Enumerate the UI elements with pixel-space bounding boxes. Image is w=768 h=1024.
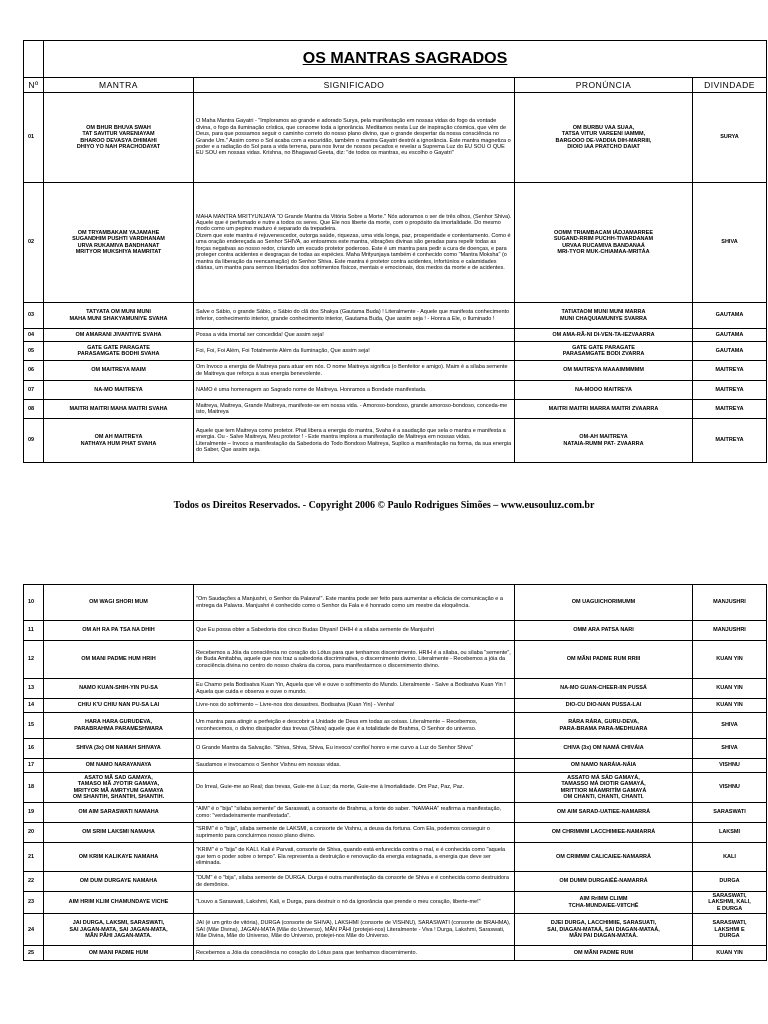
row-number: 22 (24, 872, 44, 892)
table-row (24, 759, 767, 773)
divindade-cell: LAKSMI (693, 823, 767, 843)
mantra-cell: NAMO KUAN-SHIH-YIN PU-SA (44, 679, 194, 699)
mantra-cell: OM AIM SARASWATI NAMAHA (44, 803, 194, 823)
table-row (24, 773, 767, 803)
significado-cell: "AIM" é o "bija" "sílaba semente" de Saraswati, a consorte de Brahma, a fonte do saber. "NAMAHA" reafirma a manifestação, como: "verdadeiramente manifestada". (194, 803, 515, 823)
significado-cell: Um mantra para atingir a perfeição e descobrir a Unidade de Deus em todas as coisas. Literalmente – Recebemos, reconhecemos, o divino dissipador das trevas (Shiva) aquele que é a totalidade de Brahma, O Senhor do universo. (194, 713, 515, 739)
significado-cell: "Om Saudações a Manjushri, o Senhor da Palavra!". Este mantra pode ser feito para aumentar a eficácia de comunicação e a entrega da Palavra. Manjushri é conhecido como o Senhor da Fala e é honrado como um mestre da eloquência. (194, 585, 515, 621)
row-number: 01 (24, 93, 44, 183)
table-row (24, 713, 767, 739)
row-number: 18 (24, 773, 44, 803)
header-num: Nº (24, 78, 44, 93)
significado-cell: Que Eu possa obter a Sabedoria dos cinco Budas Dhyani! DHIH é a sílaba semente de Manjushri (194, 621, 515, 641)
mantra-cell: HARA HARA GURUDEVA, PARABRAHMA PARAMESHWARA (44, 713, 194, 739)
pronuncia-cell: OM DUMM DURGAIÉÉ-NAMARRÁ (515, 872, 693, 892)
pronuncia-cell: TATIATAOM MUNI MUNI MARRA MUNI CHAQUIAMUNIYE SVARRA (515, 303, 693, 329)
mantra-cell: AIM HRIM KLIM CHAMUNDAYE VICHE (44, 892, 194, 914)
significado-cell: "KRIM" é o "bija" de KALI. Kali é Parvati, consorte de Shiva, quando está enfurecida contra o mal, e é conhecida como "aquela que tem o poder sobre o tempo". Ela representa a destruição e renovação da energia estagnada, a energia que deve ser eliminada. (194, 843, 515, 872)
row-number: 07 (24, 381, 44, 400)
pronuncia-cell: OM MÃNI PADME RUM RRIII (515, 641, 693, 679)
pronuncia-cell: OM MAITREYA MAAAIMMMMM (515, 361, 693, 381)
pronuncia-cell: RÁRA RÁRA, GURU-DEVA, PARA-BRAMA PARA-MEDHUARA (515, 713, 693, 739)
table-row (24, 400, 767, 419)
row-number: 23 (24, 892, 44, 914)
divindade-cell: VISHNU (693, 759, 767, 773)
pronuncia-cell: DIO-CU DIO-NAN PUSSA-LAI (515, 699, 693, 713)
mantras-table-page-2 (23, 584, 767, 961)
divindade-cell: SARASWATI, LAKSHMI, KALI, E DURGA (693, 892, 767, 914)
significado-cell: Salve o Sábio, o grande Sábio, o Sábio do clã dos Shakya (Gautama Buda) ! Literalmente - Aquele que manifesta conhecimento inferior, conhecimento interior, grande conhecimento interior, Gautama Buda, Que assim seja ! - Honra a Ele, o Iluminado ! (194, 303, 515, 329)
table-row (24, 183, 767, 303)
table-row (24, 381, 767, 400)
pronuncia-cell: OOMM TRIAMBACAM IÁDJAMARREE SUGAND-RRIM PUCHH-TIVARDANAM URVAA RUCAMIVA BANDANAÁ MRI-TYOR MUK-CHIAMAA-MRITÁA (515, 183, 693, 303)
row-number: 02 (24, 183, 44, 303)
row-number: 15 (24, 713, 44, 739)
table-header-row (24, 78, 767, 93)
pronuncia-cell: AIM RrIMM CLIMM TCHA-MUNDAIEE-VIITCHÊ (515, 892, 693, 914)
row-number: 21 (24, 843, 44, 872)
row-number: 20 (24, 823, 44, 843)
divindade-cell: DURGA (693, 872, 767, 892)
significado-cell: Do Irreal, Guie-me ao Real; das trevas, Guie-me à Luz; da morte, Guie-me à Imortalidade. Om Paz, Paz, Paz. (194, 773, 515, 803)
header-significado: SIGNIFICADO (194, 78, 515, 93)
pronuncia-cell: OM BURBU VAA SUAA, TATSA VITUR VAREENI IAMMM, BARGOOO DE-VADDIA DIH-MARRIII, DIOIO IAA PRATCHO DAIAT (515, 93, 693, 183)
divindade-cell: SARASWATI, LAKSHMI E DURGA (693, 914, 767, 946)
pronuncia-cell: OM AMA-RÃ-NI DI-VEN-TA-IEZVAARRA (515, 329, 693, 342)
pronuncia-cell: NA-MOOO MAITREYA (515, 381, 693, 400)
divindade-cell: MANJUSHRI (693, 621, 767, 641)
significado-cell: Foi, Foi, Foi Além, Foi Totalmente Além da Iluminação, Que assim seja! (194, 342, 515, 361)
mantra-cell: OM KRIM KALIKAYE NAMAHA (44, 843, 194, 872)
page-title (44, 41, 767, 78)
mantra-cell: OM NAMO NARAYANAYA (44, 759, 194, 773)
table-row (24, 419, 767, 463)
mantra-cell: CHIU K'U CHIU NAN PU-SA LAI (44, 699, 194, 713)
row-number: 04 (24, 329, 44, 342)
table-row (24, 679, 767, 699)
divindade-cell: KUAN YIN (693, 946, 767, 961)
divindade-cell: MAITREYA (693, 400, 767, 419)
table-row (24, 342, 767, 361)
pronuncia-cell: MAITRI MAITRI MARRA MAITRI ZVAARRA (515, 400, 693, 419)
mantra-cell: OM BHUR BHUVA SWAH TAT SAVITUR VARENIAYAM BHAROO DEVASYA DHIMAHI DHIYO YO NAH PRACHODAYAT (44, 93, 194, 183)
mantra-cell: TATYATA OM MUNI MUNI MAHA MUNI SHAKYAMUNIYE SVAHA (44, 303, 194, 329)
table-row (24, 892, 767, 914)
significado-cell: JAI (é um grito de vitória), DURGA (consorte de SHIVA), LAKSHMI (consorte de VISHNU), SARASWATI (consorte de BRAHMA), SAI (Mãe Divina), JAGAN-MATA (Mãe do Universo), MÃN PÃHI (protejei-nos) Literalmente - Viva ! Durga, Lakshmi, Saraswati, Mãe Divina, Mãe do Universo, Mãe do Universo, protejei-nos Mãe do Universo. (194, 914, 515, 946)
significado-cell: Maitreya, Maitreya, Grande Maitreya, manifeste-se em nossa vida. - Amoroso-bondoso, grande amoroso-bondoso, conceda-me isto, Maitreya (194, 400, 515, 419)
mantra-cell: OM MANI PADME HUM (44, 946, 194, 961)
significado-cell: Aquele que tem Maitreya como protetor. Phat libera a energia do mantra, Svaha é a saudação que sela o mantra e manifesta a energia. Ou - Salve Maitreya, Meu protetor ! - Este mantra implora a manifestação de Maitreya em nossas vidas. Literalmente – Invoco a manifestação da Sabedoria do Todo Bondoso Maitreya, Suplico a manifestação na forma, da sua energia do Saber, Que assim seja. (194, 419, 515, 463)
row-number: 12 (24, 641, 44, 679)
row-number: 05 (24, 342, 44, 361)
significado-cell: MAHA MANTRA MRITYUNJAYA "O Grande Mantra da Vitória Sobre a Morte." Nós adoramos o ser de três olhos, (Senhor Shiva). Aquele que é perfumado e nutre a todos os seres. Que Ele nos liberte da morte, com o propósito da imortalidade. Do mesmo modo como um pepino maduro é separado da trepadeira. Dizem que este mantra é rejuvenescedor, outorga saúde, riquezas, uma vida longa, paz, prosperidade e contentamento. Como é uma oração endereçada ao Senhor SHIVA, ao entoarmos este mantra, vibrações divinas são geradas para repelir todas as forças negativas ao nosso redor, criando um escudo protetor poderoso. Este é um mantra para pedir a cura de doenças, e para proteger contra acidentes e desgraças de todas as espécies. Maha Mrityunjaya também é conhecido como "Mantra Moksha" (o mantra da liberação da reencarnação) do Senhor Shiva. Este mantra é protetor contra acidentes, infortúnios e calamidades diárias, um mantra para sermos libertados dos sofrimentos físicos, mentais e emocionais, dos medos da morte e de acidentes. (194, 183, 515, 303)
significado-cell: Saudamos e invocamos o Senhor Vishnu em nossas vidas. (194, 759, 515, 773)
significado-cell: Recebemos a Jóia da consciência no coração do Lótus para que tenhamos discernimento. HRIH é a sílaba, ou sílaba "semente", de Buda Amitabha, aquele que nos traz a sabedoria discriminativa, o discernimento divino. Literalmente - Recebemos a jóia da consciência divina no centro do nosso chakra da coroa, para manifestarmos o discernimento divino. (194, 641, 515, 679)
significado-cell: "Louvo a Saraswati, Lakshmi, Kali, e Durga, para destruir o nó da ignorância que prende o meu coração, liberte-me!" (194, 892, 515, 914)
divindade-cell: GAUTAMA (693, 329, 767, 342)
divindade-cell: MAITREYA (693, 361, 767, 381)
mantra-cell: OM TRYAMBAKAM YAJAMAHE SUGANDHIM PUSHTI VARDHANAM URVA RUKAMIVA BANDHANAT MRITYOR MUKSHIYA MAMRITAT (44, 183, 194, 303)
table-row (24, 361, 767, 381)
table-row (24, 641, 767, 679)
pronuncia-cell: DJEI DURGA, LACCHIMIIE, SARASUATI, SAI, DIAGAN-MATAÁ, SAI DIAGAN-MATAÁ, MÃN PAI DIAGAN-MATAÁ. (515, 914, 693, 946)
divindade-cell: SARASWATI (693, 803, 767, 823)
divindade-cell: SHIVA (693, 713, 767, 739)
table-row (24, 872, 767, 892)
table-row (24, 303, 767, 329)
mantra-cell: GATE GATE PARAGATE PARASAMGATE BODHI SVAHA (44, 342, 194, 361)
mantra-cell: OM MAITREYA MAIM (44, 361, 194, 381)
divindade-cell: SURYA (693, 93, 767, 183)
row-number: 19 (24, 803, 44, 823)
page-title-text: OS MANTRAS SAGRADOS (302, 49, 508, 67)
mantra-cell: OM SRIM LAKSMI NAMAHA (44, 823, 194, 843)
table-row (24, 699, 767, 713)
pronuncia-cell: ASSATO MÁ SÁD GAMAYÁ, TAMASSO MÁ DIOTIR GAMAYÁ, MRITTIOR MÁAMRITÍM GAMAYÁ OM CHANTI, CHANTI, CHANTI. (515, 773, 693, 803)
significado-cell: Eu Chamo pela Bodisatva Kuan Yin, Aquela que vê e ouve o sofrimento do Mundo. Literalmente - Salve a Bodisatva Kuan Yin ! Aquela que cuida e observa e ouve o mundo. (194, 679, 515, 699)
divindade-cell: MAITREYA (693, 381, 767, 400)
copyright-footer: Todos os Direitos Reservados. - Copyright 2006 © Paulo Rodrigues Simões – www.eusouluz.com.br (173, 500, 595, 511)
row-number: 10 (24, 585, 44, 621)
divindade-cell: MAITREYA (693, 419, 767, 463)
divindade-cell: KALI (693, 843, 767, 872)
significado-cell: Recebemos a Jóia da consciência no coração do Lótus para que tenhamos discernimento. (194, 946, 515, 961)
row-number: 03 (24, 303, 44, 329)
mantra-cell: OM AMARANI JIVANTIYE SVAHA (44, 329, 194, 342)
mantra-cell: OM AH RA PA TSA NA DHIH (44, 621, 194, 641)
pronuncia-cell: OM MÃNI PADME RUM (515, 946, 693, 961)
row-number: 08 (24, 400, 44, 419)
table-row (24, 93, 767, 183)
row-number: 25 (24, 946, 44, 961)
mantras-table-page-1 (23, 40, 767, 463)
divindade-cell: VISHNU (693, 773, 767, 803)
pronuncia-cell: OM CRIMMM CALICAIEE-NAMARRÁ (515, 843, 693, 872)
table-row (24, 946, 767, 961)
pronuncia-cell: OM-AH MAITREYA NATAIA-RUMM PAT- ZVAARRA (515, 419, 693, 463)
significado-cell: Livre-nos do sofrimento – Livre-nos dos desastres. Bodisatva (Kuan Yin) - Venha! (194, 699, 515, 713)
row-number: 11 (24, 621, 44, 641)
title-left-cell (24, 41, 44, 78)
mantra-cell: NA-MO MAITREYA (44, 381, 194, 400)
significado-cell: O Grande Mantra da Salvação. "Shiva, Shiva, Shiva, Eu invoco/ confio/ honro e me curvo a Luz do Senhor Shiva" (194, 739, 515, 759)
mantra-cell: ASATO MÃ SAD GAMAYA, TAMASO MÃ JYOTIR GAMAYA, MRITYOR MÃ AMRTYUM GAMAYA OM SHANTIH, SHANTIH, SHANTIH. (44, 773, 194, 803)
mantra-cell: OM WAGI SHORI MUM (44, 585, 194, 621)
table-row (24, 739, 767, 759)
header-divindade: DIVINDADE (693, 78, 767, 93)
divindade-cell: MANJUSHRI (693, 585, 767, 621)
header-mantra: MANTRA (44, 78, 194, 93)
divindade-cell: SHIVA (693, 739, 767, 759)
pronuncia-cell: OM AIM SARAD-UATIEE-NAMARRÁ (515, 803, 693, 823)
divindade-cell: KUAN YIN (693, 699, 767, 713)
table-row (24, 329, 767, 342)
mantra-cell: SHIVA (3x) OM NAMAH SHIVAYA (44, 739, 194, 759)
table-row (24, 621, 767, 641)
pronuncia-cell: OM CHRIMMM LACCHIMIEE-NAMARRÁ (515, 823, 693, 843)
divindade-cell: KUAN YIN (693, 641, 767, 679)
pronuncia-cell: OMM ARA PATSA NARI (515, 621, 693, 641)
significado-cell: NAMO é uma homenagem ao Sagrado nome de Maitreya. Honramos a Bondade manifestada. (194, 381, 515, 400)
significado-cell: "SRIM" é o "bija", sílaba semente de LAKSMI, a consorte de Vishnu, a deusa da fortuna. Com Ela, podemos conseguir o suprimento para concluirmos nosso plano divino. (194, 823, 515, 843)
mantra-cell: JAI DURGA, LAKSMI, SARASWATI, SAI JAGAN-MATA, SAI JAGAN-MATA, MÃN PÃHI JAGAN-MATA. (44, 914, 194, 946)
significado-cell: O Maha Mantra Gayatri - "Imploramos ao grande e adorado Surya, pela manifestação em nossas vidas do fogo da vontade divina, o fogo da iluminação crística, que consome toda a ignorância. Meditamos nesta Luz de inspiração cósmica, que vêm de Deus, para que possamos seguir o caminho correto do nosso plano divino, que o grande despertar da nossa consciência no Grande Um." Assim como o Sol acaba com a escuridão, também o mantra Gayatri destrói a ignorância. Este mantra magnetiza o poder e a radiação do Sol para a vida terrena, para nos livrar de nossos pecados e revelar a Suprema Luz do EU SOU O QUE EU SOU em nossas vidas. Krishna, no Bhagavad Geeta, diz: "de todos os mantras, eu escolho o Gayatri" (194, 93, 515, 183)
mantra-cell: OM AH MAITREYA NATHAYA HUM PHAT SVAHA (44, 419, 194, 463)
significado-cell: Om Invoco a energia de Maitreya para atuar em nós. O nome Maitreya significa (o Benfeitor e amigo). Maim é a sílaba semente de Maitreya que reforça a sua energia benevolente. (194, 361, 515, 381)
table-row (24, 823, 767, 843)
mantra-cell: MAITRI MAITRI MAHA MAITRI SVAHA (44, 400, 194, 419)
significado-cell: Possa a vida imortal ser concedida! Que assim seja! (194, 329, 515, 342)
header-pronuncia: PRONÚNCIA (515, 78, 693, 93)
row-number: 13 (24, 679, 44, 699)
pronuncia-cell: GATE GATE PARAGATE PARASAMGATE BODI ZVARRA (515, 342, 693, 361)
divindade-cell: GAUTAMA (693, 342, 767, 361)
pronuncia-cell: CHIVA (3x) OM NAMÁ CHIVÁIA (515, 739, 693, 759)
row-number: 16 (24, 739, 44, 759)
table-row (24, 585, 767, 621)
row-number: 06 (24, 361, 44, 381)
row-number: 17 (24, 759, 44, 773)
divindade-cell: GAUTAMA (693, 303, 767, 329)
divindade-cell: SHIVA (693, 183, 767, 303)
table-row (24, 803, 767, 823)
mantra-cell: OM MANI PADME HUM HRIH (44, 641, 194, 679)
table-row (24, 843, 767, 872)
table-row (24, 914, 767, 946)
pronuncia-cell: OM NAMO NARÁIA-NÁIA (515, 759, 693, 773)
row-number: 09 (24, 419, 44, 463)
mantra-cell: OM DUM DURGAYE NAMAHA (44, 872, 194, 892)
significado-cell: "DUM" é o "bija", sílaba semente de DURGA. Durga é outra manifestação da consorte de Shiva e é conhecida como destruidora de demônios. (194, 872, 515, 892)
row-number: 24 (24, 914, 44, 946)
pronuncia-cell: NA-MO GUAN-CHEER-IIN PUSSÁ (515, 679, 693, 699)
row-number: 14 (24, 699, 44, 713)
divindade-cell: KUAN YIN (693, 679, 767, 699)
pronuncia-cell: OM UAGUICHORIMUMM (515, 585, 693, 621)
